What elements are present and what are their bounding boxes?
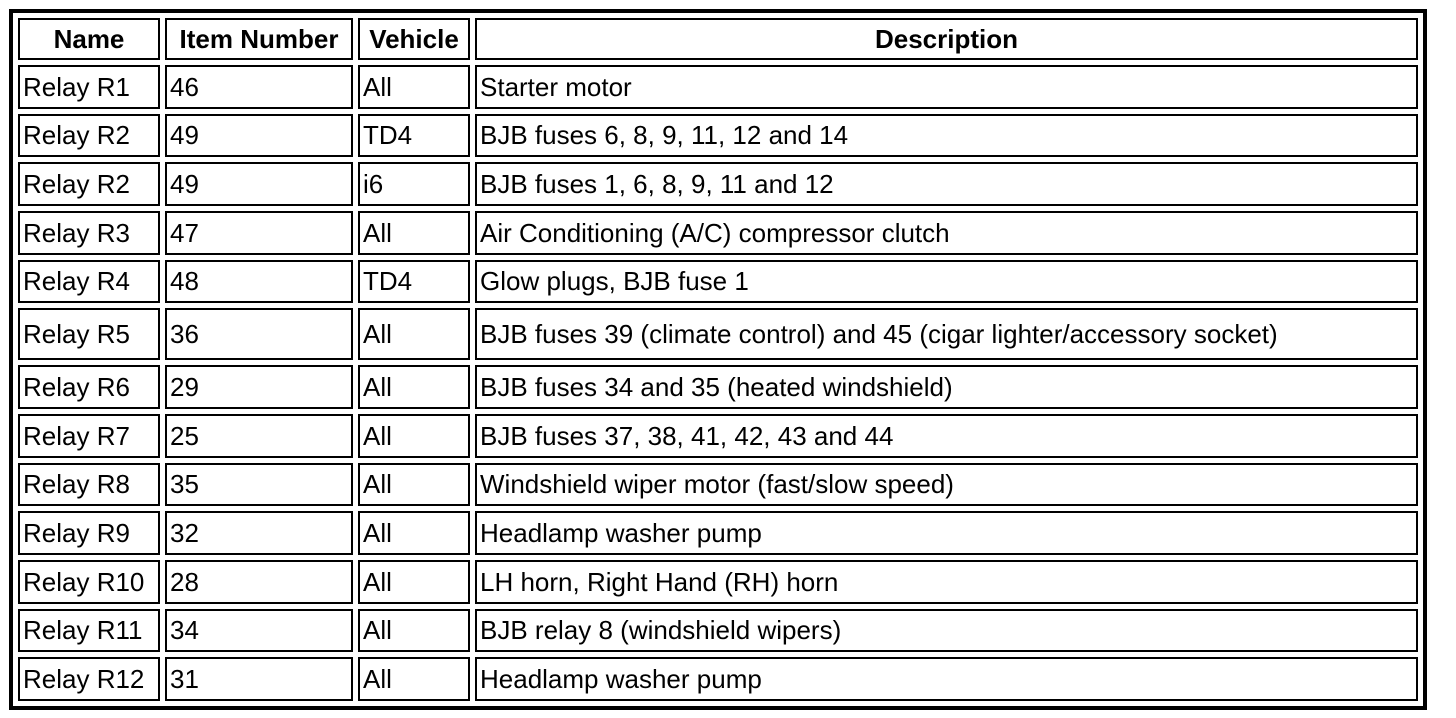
cell-name: Relay R3 [18, 211, 160, 255]
header-name: Name [18, 18, 160, 60]
cell-item-number: 32 [165, 511, 353, 555]
relay-table-frame [9, 9, 1427, 710]
cell-item-number: 46 [165, 65, 353, 109]
cell-name: Relay R2 [18, 114, 160, 158]
table-row [18, 560, 1418, 604]
cell-description: BJB relay 8 (windshield wipers) [475, 609, 1418, 653]
table-row [18, 65, 1418, 109]
cell-name: Relay R2 [18, 162, 160, 206]
cell-description: BJB fuses 1, 6, 8, 9, 11 and 12 [475, 162, 1418, 206]
cell-item-number: 47 [165, 211, 353, 255]
cell-description: BJB fuses 39 (climate control) and 45 (cigar lighter/accessory socket) [475, 308, 1418, 360]
table-row [18, 162, 1418, 206]
table-row [18, 657, 1418, 701]
cell-vehicle: All [358, 414, 470, 458]
cell-item-number: 29 [165, 365, 353, 409]
cell-item-number: 49 [165, 162, 353, 206]
table-row [18, 414, 1418, 458]
table-row [18, 308, 1418, 360]
cell-vehicle: i6 [358, 162, 470, 206]
cell-item-number: 36 [165, 308, 353, 360]
cell-vehicle: All [358, 609, 470, 653]
cell-name: Relay R6 [18, 365, 160, 409]
cell-description: Windshield wiper motor (fast/slow speed) [475, 463, 1418, 507]
table-row [18, 260, 1418, 304]
cell-description: BJB fuses 34 and 35 (heated windshield) [475, 365, 1418, 409]
cell-item-number: 28 [165, 560, 353, 604]
cell-description: Headlamp washer pump [475, 511, 1418, 555]
cell-vehicle: All [358, 65, 470, 109]
cell-item-number: 34 [165, 609, 353, 653]
cell-name: Relay R11 [18, 609, 160, 653]
cell-vehicle: All [358, 308, 470, 360]
table-row [18, 609, 1418, 653]
cell-item-number: 31 [165, 657, 353, 701]
cell-vehicle: All [358, 463, 470, 507]
header-description: Description [475, 18, 1418, 60]
cell-description: Headlamp washer pump [475, 657, 1418, 701]
table-row [18, 463, 1418, 507]
cell-vehicle: All [358, 511, 470, 555]
cell-name: Relay R4 [18, 260, 160, 304]
cell-description: Glow plugs, BJB fuse 1 [475, 260, 1418, 304]
cell-name: Relay R9 [18, 511, 160, 555]
cell-item-number: 49 [165, 114, 353, 158]
cell-name: Relay R10 [18, 560, 160, 604]
cell-name: Relay R1 [18, 65, 160, 109]
cell-name: Relay R5 [18, 308, 160, 360]
cell-description: BJB fuses 37, 38, 41, 42, 43 and 44 [475, 414, 1418, 458]
cell-name: Relay R7 [18, 414, 160, 458]
cell-name: Relay R8 [18, 463, 160, 507]
cell-vehicle: TD4 [358, 114, 470, 158]
table-row [18, 511, 1418, 555]
table-row [18, 365, 1418, 409]
cell-description: LH horn, Right Hand (RH) horn [475, 560, 1418, 604]
cell-item-number: 35 [165, 463, 353, 507]
header-item-number: Item Number [165, 18, 353, 60]
cell-description: BJB fuses 6, 8, 9, 11, 12 and 14 [475, 114, 1418, 158]
cell-name: Relay R12 [18, 657, 160, 701]
cell-item-number: 48 [165, 260, 353, 304]
table-row [18, 114, 1418, 158]
cell-item-number: 25 [165, 414, 353, 458]
header-vehicle: Vehicle [358, 18, 470, 60]
cell-vehicle: All [358, 365, 470, 409]
header-row [18, 18, 1418, 60]
relay-table [13, 13, 1423, 706]
cell-vehicle: All [358, 657, 470, 701]
table-row [18, 211, 1418, 255]
cell-vehicle: TD4 [358, 260, 470, 304]
cell-description: Starter motor [475, 65, 1418, 109]
cell-vehicle: All [358, 560, 470, 604]
cell-description: Air Conditioning (A/C) compressor clutch [475, 211, 1418, 255]
cell-vehicle: All [358, 211, 470, 255]
